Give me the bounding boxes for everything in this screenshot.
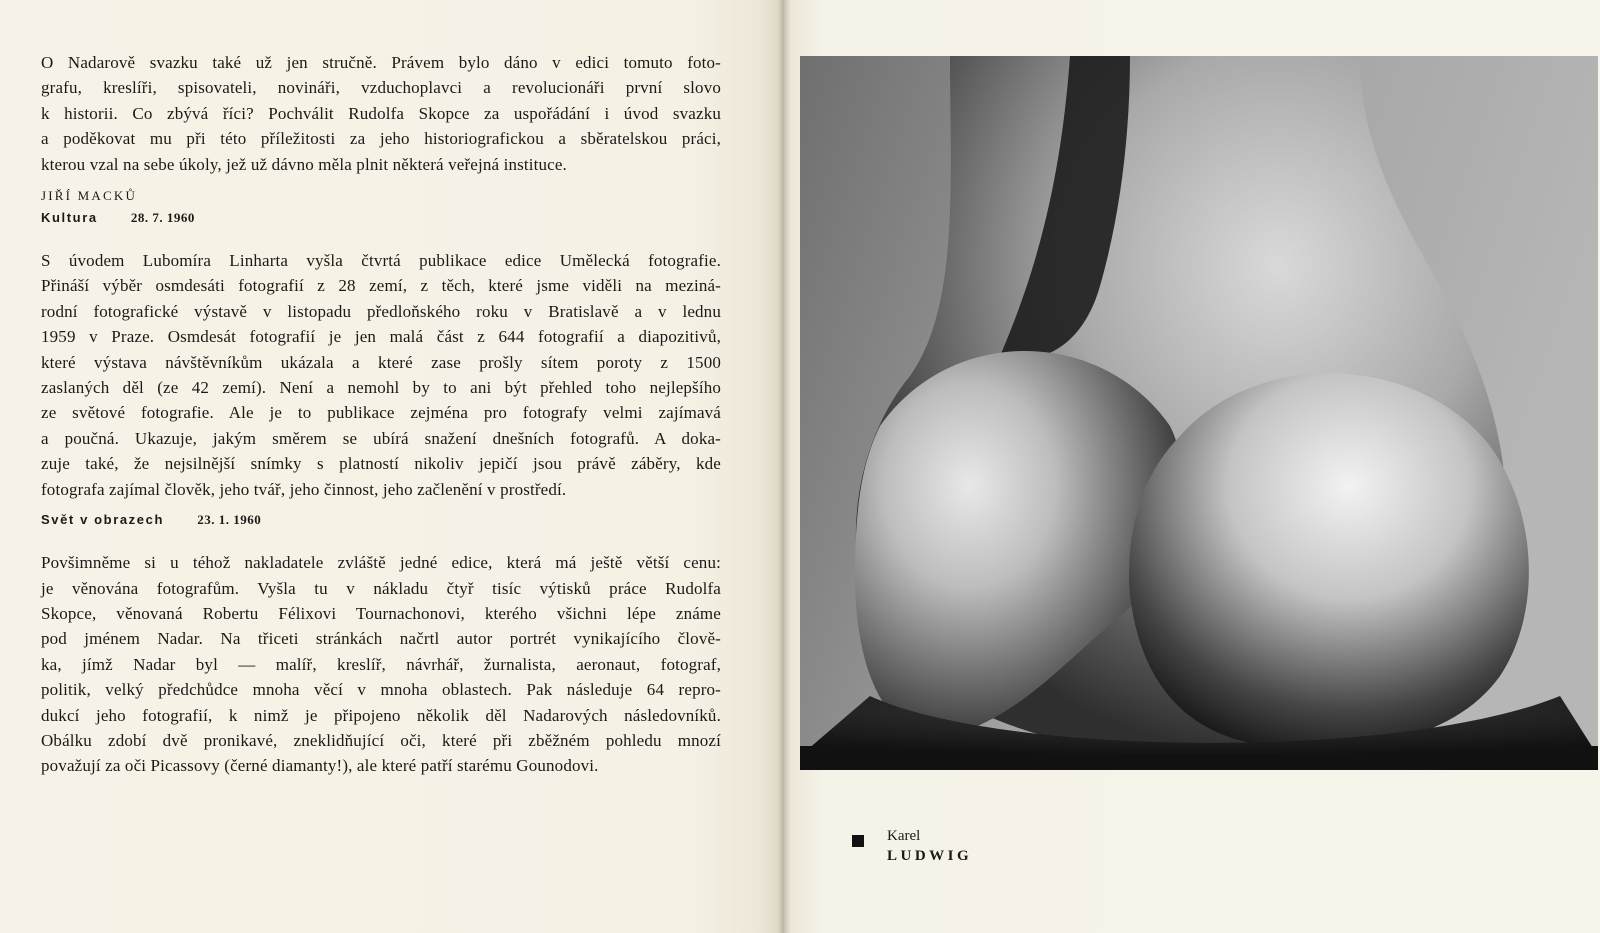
signature-source (41, 512, 721, 528)
source-date: 23. 1. 1960 (197, 512, 262, 528)
text-line: kterou vzal na sebe úkoly, jež už dávno měla plnit některá veřejná instituce. (41, 154, 567, 174)
signature-source (41, 210, 721, 226)
paragraph-nadar-short (41, 50, 721, 177)
text-line: grafu, kreslíři, spisovateli, novináři, vzduchoplavci a revolucionáři první slovo (41, 78, 721, 98)
text-line: dukcí jeho fotografií, k nimž je připojeno několik děl Nadarových následovníků. (41, 705, 721, 725)
text-line: politik, velký předchůdce mnoha věcí v mnoha oblastech. Pak následuje 64 repro- (41, 680, 721, 700)
text-line: ka, jímž Nadar byl — malíř, kreslíř, návrhář, žurnalista, aeronaut, fotograf, (41, 654, 721, 674)
text-line: Skopce, věnovaná Robertu Félixovi Tournachonovi, kterého všichni lépe známe (41, 603, 721, 623)
signature-author: JIŘÍ MACKŮ (41, 188, 138, 204)
text-line: Přináší výběr osmdesáti fotografií z 28 zemí, z těch, které jsme viděli na meziná- (41, 276, 721, 296)
text-line: považují za oči Picassovy (černé diamanty!), ale které patří starému Gounodovi. (41, 756, 599, 776)
photograph (800, 56, 1598, 770)
text-line: k historii. Co zbývá říci? Pochválit Rudolfa Skopce za uspořádání i úvod svazku (41, 103, 721, 123)
text-line: Obálku zdobí dvě pronikavé, zneklidňující oči, které při zběžném pohledu mnozí (41, 730, 721, 750)
photographer-last-name: LUDWIG (887, 848, 973, 864)
text-line: je věnována fotografům. Vyšla tu v nákladu čtyř tisíc výtisků práce Rudolfa (41, 578, 721, 598)
text-line: zuje také, že nejsilnější snímky s platností nikoliv jepičí jsou právě záběry, kde (41, 454, 721, 474)
photograph-image (800, 56, 1598, 770)
caption-bullet-square (852, 835, 864, 847)
text-line: zaslaných děl (ze 42 zemí). Není a nemohl by to ani být přehled toho nejlepšího (41, 378, 721, 398)
text-line: a poučná. Ukazuje, jakým směrem se ubírá snažení dnešních fotografů. A doka- (41, 428, 721, 448)
text-line: ze světové fotografie. Ale je to publikace zejména pro fotografy velmi zajímavá (41, 403, 721, 423)
text-column (41, 50, 721, 779)
text-line: S úvodem Lubomíra Linharta vyšla čtvrtá publikace edice Umělecká fotografie. (41, 251, 721, 271)
text-line: pod jménem Nadar. Na třiceti stránkách načrtl autor portrét vynikajícího člově- (41, 629, 721, 649)
paragraph-nadar-edition (41, 550, 721, 779)
text-line: rodní fotografické výstavě v listopadu předloňského roku v Bratislavě a v lednu (41, 301, 721, 321)
text-line: O Nadarově svazku také už jen stručně. Právem bylo dáno v edici tomuto foto- (41, 53, 721, 72)
text-line: Povšimněme si u téhož nakladatele zvláště jedné edice, která má ještě větší cenu: (41, 553, 721, 573)
source-date: 28. 7. 1960 (130, 210, 195, 226)
photographer-first-name: Karel (887, 828, 921, 844)
text-line: fotografa zajímal člověk, jeho tvář, jeho činnost, jeho začlenění v prostředí. (41, 479, 567, 499)
book-gutter (778, 0, 790, 933)
paragraph-exhibition (41, 248, 721, 502)
source-name: Svět v obrazech (41, 512, 164, 528)
text-line: 1959 v Praze. Osmdesát fotografií je jen malá část z 644 fotografií a diapozitivů, (41, 327, 721, 347)
source-name: Kultura (41, 210, 98, 226)
text-line: a poděkovat mu při této příležitosti za jeho historiografickou a sběratelskou práci, (41, 129, 721, 149)
left-page (0, 0, 782, 933)
text-line: které výstava návštěvníkům ukázala a které zase prošly sítem poroty z 1500 (41, 352, 721, 372)
